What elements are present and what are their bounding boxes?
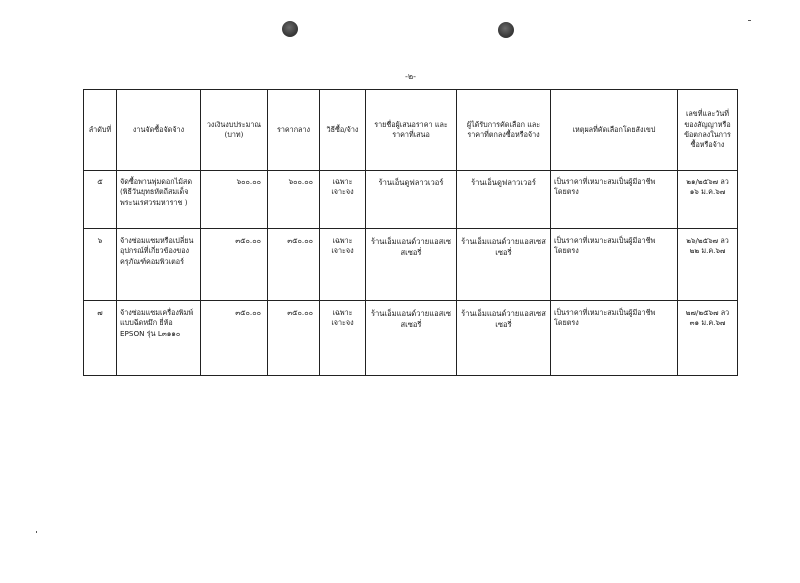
page-number: -๒- <box>405 72 417 81</box>
punch-hole-right <box>498 22 514 38</box>
scan-speck <box>36 531 37 533</box>
row-budget: ๓๕๐.๐๐ <box>201 301 268 376</box>
row-selected: ร้านเอ็มแอนด์วายแอสเซสเซอรี่ <box>457 229 551 301</box>
row-bidders: ร้านเอ็มแอนด์วายแอสเซสเซอรี่ <box>366 229 457 301</box>
table-row <box>84 171 738 229</box>
header-reason: เหตุผลที่คัดเลือกโดยสังเขป <box>551 90 678 171</box>
row-contract: ๒๖/๒๕๖๗ ลว ๒๒ ม.ค.๖๗ <box>678 229 738 301</box>
row-selected: ร้านเอ็มแอนด์วายแอสเซสเซอรี่ <box>457 301 551 376</box>
header-budget: วงเงินงบประมาณ (บาท) <box>201 90 268 171</box>
table-row <box>84 301 738 376</box>
row-item: จัดซื้อพานพุ่มดอกไม้สด (พิธีวันยุทธหัตถีสมเด็จพระนเรศวรมหาราช ) <box>117 171 201 229</box>
row-method: เฉพาะเจาะจง <box>320 301 366 376</box>
scan-speck <box>748 20 751 21</box>
table-header-row <box>84 90 738 171</box>
row-selected: ร้านเอ็นดูฟลาวเวอร์ <box>457 171 551 229</box>
row-reason: เป็นราคาที่เหมาะสมเป็นผู้มีอาชีพโดยตรง <box>551 301 678 376</box>
row-reason: เป็นราคาที่เหมาะสมเป็นผู้มีอาชีพโดยตรง <box>551 229 678 301</box>
procurement-table <box>83 89 738 376</box>
row-median-price: ๓๕๐.๐๐ <box>268 229 320 301</box>
row-no: ๖ <box>84 229 117 301</box>
header-bidders: รายชื่อผู้เสนอราคา และราคาที่เสนอ <box>366 90 457 171</box>
row-median-price: ๓๕๐.๐๐ <box>268 301 320 376</box>
row-budget: ๓๕๐.๐๐ <box>201 229 268 301</box>
row-contract: ๒๑/๒๕๖๗ ลว ๑๖ ม.ค.๖๗ <box>678 171 738 229</box>
header-method: วิธีซื้อ/จ้าง <box>320 90 366 171</box>
row-no: ๗ <box>84 301 117 376</box>
row-budget: ๖๐๐.๐๐ <box>201 171 268 229</box>
row-bidders: ร้านเอ็มแอนด์วายแอสเซสเซอรี่ <box>366 301 457 376</box>
row-item: จ้างซ่อมแซมหรือเปลี่ยนอุปกรณ์ที่เกี่ยวข้องของครุภัณฑ์คอมพิวเตอร์ <box>117 229 201 301</box>
table-row <box>84 229 738 301</box>
row-item: จ้างซ่อมแซมเครื่องพิมพ์แบบฉีดหมึก ยี่ห้อ EPSON รุ่น L๓๑๑๐ <box>117 301 201 376</box>
header-item: งานจัดซื้อจัดจ้าง <box>117 90 201 171</box>
header-no: ลำดับที่ <box>84 90 117 171</box>
header-selected: ผู้ได้รับการคัดเลือก และราคาที่ตกลงซื้อหรือจ้าง <box>457 90 551 171</box>
row-method: เฉพาะเจาะจง <box>320 171 366 229</box>
row-bidders: ร้านเอ็นดูฟลาวเวอร์ <box>366 171 457 229</box>
row-contract: ๒๗/๒๕๖๗ ลว ๓๑ ม.ค.๖๗ <box>678 301 738 376</box>
row-no: ๕ <box>84 171 117 229</box>
header-median-price: ราคากลาง <box>268 90 320 171</box>
row-method: เฉพาะเจาะจง <box>320 229 366 301</box>
row-median-price: ๖๐๐.๐๐ <box>268 171 320 229</box>
header-contract: เลขที่และวันที่ของสัญญาหรือข้อตกลงในการซื้อหรือจ้าง <box>678 90 738 171</box>
punch-hole-left <box>282 21 298 37</box>
row-reason: เป็นราคาที่เหมาะสมเป็นผู้มีอาชีพโดยตรง <box>551 171 678 229</box>
